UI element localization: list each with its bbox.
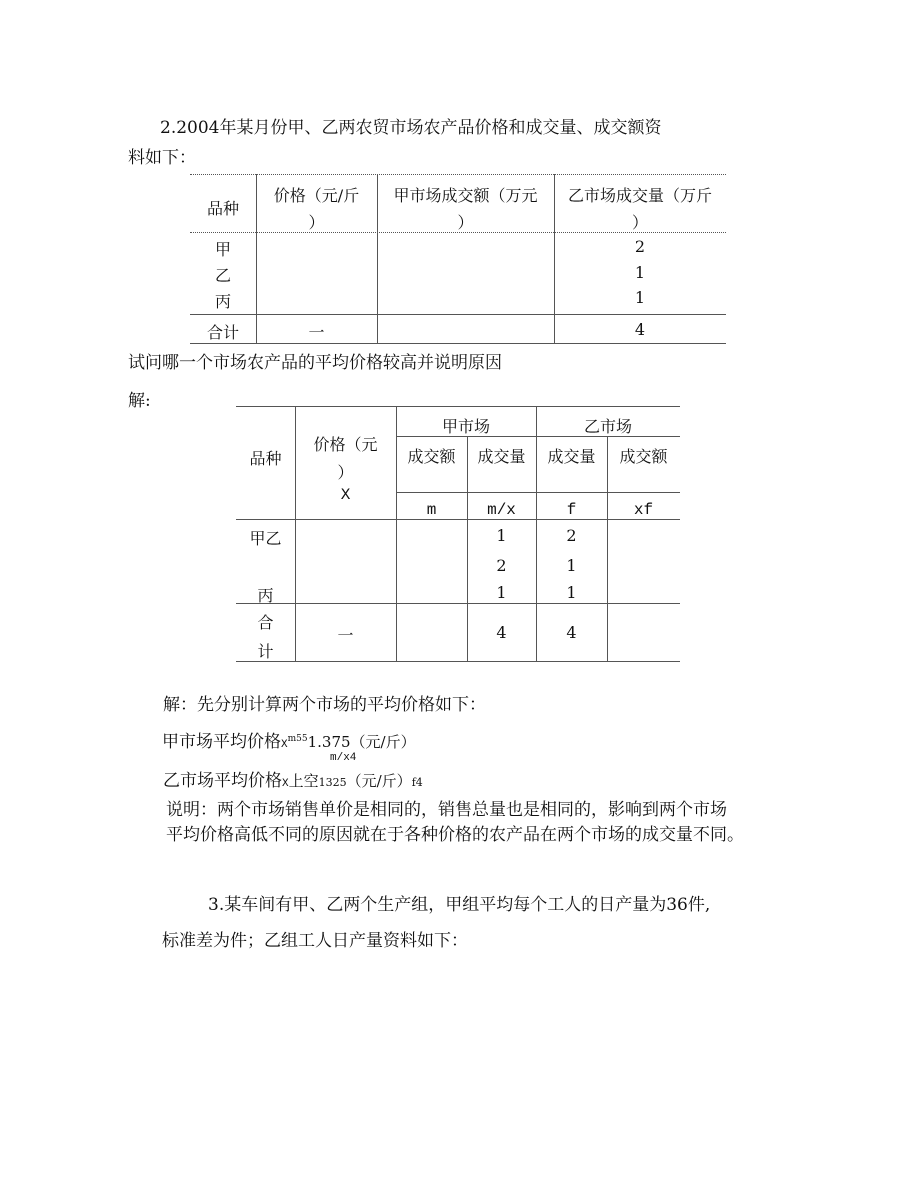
row-b-volume: 1 <box>634 263 646 282</box>
symbol-m: m <box>426 501 437 519</box>
price-table <box>190 174 726 344</box>
col-header-market-b-volume: 乙市场成交量（万斤 <box>567 186 712 205</box>
total-price: 一 <box>308 323 325 342</box>
q2-question: 试问哪一个市场农产品的平均价格较高并说明原因 <box>128 353 502 373</box>
col-header-variety: 品种 <box>249 449 282 468</box>
avg-price-a-sup: m55 <box>287 734 308 744</box>
avg-price-b-label: 乙市场平均价格 <box>163 771 282 791</box>
col-header-price-symbol: X <box>340 486 351 504</box>
row-m-over-x: 1 <box>496 583 507 602</box>
row-f: 1 <box>566 556 577 575</box>
solution-intro: 解：先分别计算两个市场的平均价格如下： <box>163 695 486 715</box>
total-m-over-x: 4 <box>496 623 507 642</box>
col-header-market-a: 甲市场 <box>441 417 490 436</box>
avg-price-a-line <box>162 727 416 752</box>
avg-price-a-denominator: m/x4 <box>330 752 357 764</box>
avg-price-b-number: 1325 <box>318 776 347 789</box>
col-header-market-a-amount-close: ） <box>457 213 474 232</box>
symbol-xf: xf <box>633 501 654 519</box>
col-header-a-volume: 成交量 <box>477 447 526 466</box>
col-header-b-volume: 成交量 <box>547 447 596 466</box>
col-header-variety: 品种 <box>206 199 239 218</box>
row-variety: 丙 <box>214 292 231 311</box>
avg-price-b-line <box>163 766 423 791</box>
avg-price-b-x: X <box>282 778 289 790</box>
col-header-price: 价格（元 <box>313 435 378 454</box>
total-label: 合 <box>257 613 274 632</box>
col-header-market-b: 乙市场 <box>583 417 632 436</box>
col-header-price-close: ） <box>308 213 325 232</box>
row-f: 2 <box>566 526 577 545</box>
row-f: 1 <box>566 583 577 602</box>
col-header-b-amount: 成交额 <box>619 447 668 466</box>
q2-intro-line2: 料如下： <box>128 148 196 168</box>
col-header-market-b-volume-close: ） <box>631 213 648 232</box>
row-variety: 丙 <box>257 586 274 605</box>
row-m-over-x: 2 <box>496 556 507 575</box>
explanation-line2: 平均价格高低不同的原因就在于各种价格的农产品在两个市场的成交量不同。 <box>166 825 744 845</box>
row-variety: 甲乙 <box>249 529 282 548</box>
q3-line1: 3.某车间有甲、乙两个生产组，甲组平均每个工人的日产量为36件, <box>208 895 711 915</box>
q3-line2: 标准差为件；乙组工人日产量资料如下： <box>162 931 468 951</box>
avg-price-b-tail: f4 <box>411 776 423 789</box>
avg-price-a-x: X <box>281 739 288 751</box>
col-header-price: 价格（元/斤 <box>273 186 360 205</box>
answer-label: 解: <box>128 391 151 411</box>
row-b-volume: 2 <box>634 237 646 256</box>
row-variety: 乙 <box>214 266 231 285</box>
row-m-over-x: 1 <box>496 526 507 545</box>
col-header-a-amount: 成交额 <box>407 447 456 466</box>
q2-intro-line1: 2.2004年某月份甲、乙两农贸市场农产品价格和成交量、成交额资 <box>160 118 662 138</box>
col-header-market-a-amount: 甲市场成交额（万元 <box>393 186 538 205</box>
avg-price-a-label: 甲市场平均价格 <box>162 732 281 752</box>
row-b-volume: 1 <box>634 288 646 307</box>
avg-price-b-unit: （元/斤） <box>346 772 412 790</box>
col-header-price-close: ） <box>337 463 354 482</box>
symbol-m-over-x: m/x <box>487 501 516 519</box>
symbol-f: f <box>566 501 577 519</box>
solution-table <box>236 406 680 662</box>
total-label: 计 <box>257 642 274 661</box>
total-price: 一 <box>337 626 354 645</box>
explanation-line1: 说明：两个市场销售单价是相同的，销售总量也是相同的，影响到两个市场 <box>166 800 727 820</box>
row-variety: 甲 <box>214 240 231 259</box>
total-f: 4 <box>566 623 577 642</box>
avg-price-b-text: 上空 <box>288 772 319 790</box>
total-label: 合计 <box>206 323 239 342</box>
avg-price-a-value: 1.375（元/斤） <box>307 733 416 751</box>
total-b-volume: 4 <box>634 320 646 339</box>
